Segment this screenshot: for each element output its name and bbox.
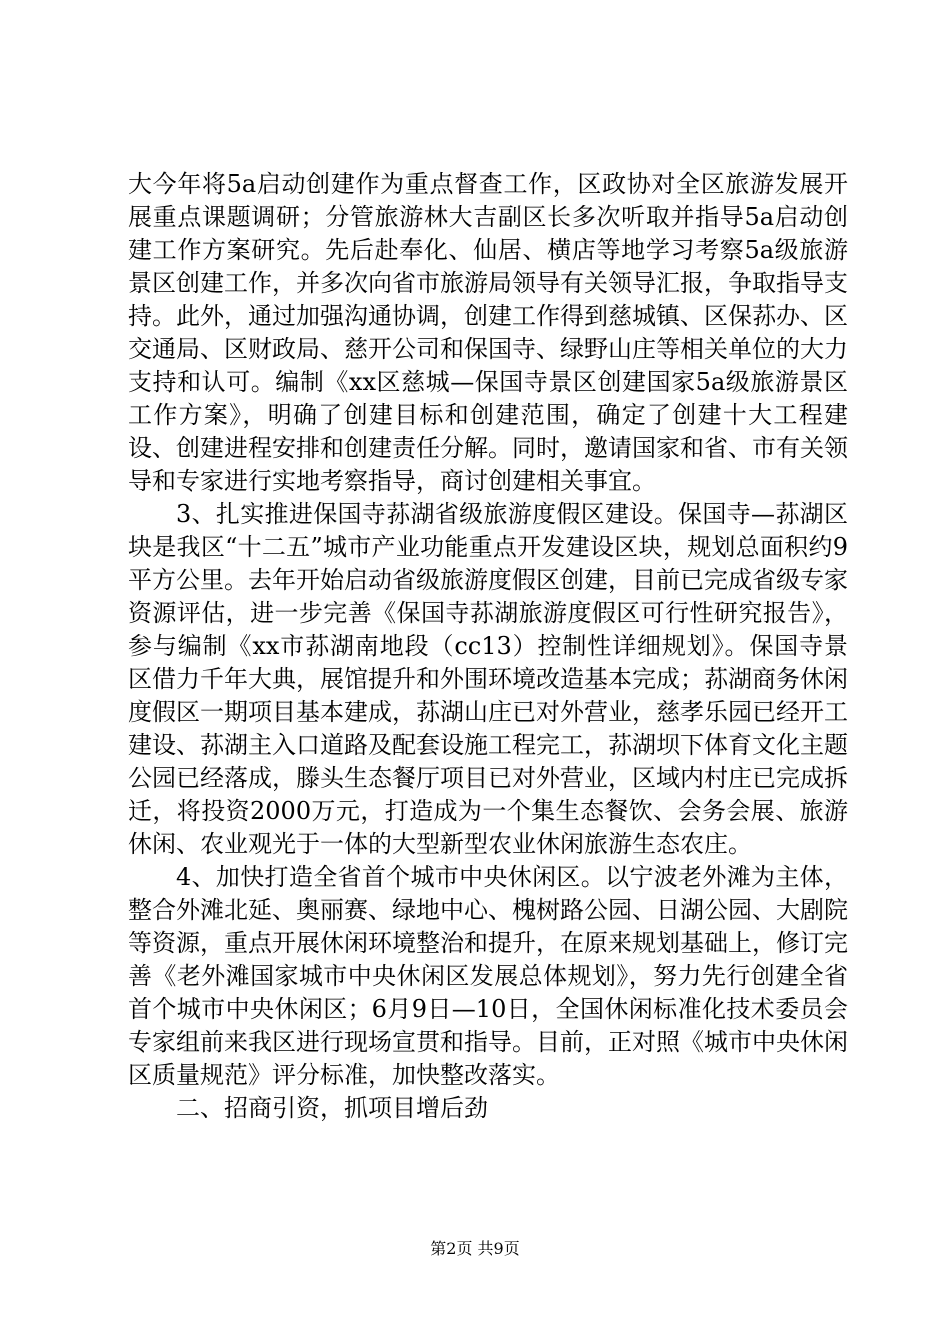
paragraph-continuation: 大今年将5a启动创建作为重点督查工作，区政协对全区旅游发展开展重点课题调研；分管旅游林大吉副区长多次听取并指导5a启动创建工作方案研究。先后赴奉化、仙居、横店等地学习考察5a级旅游景区创建工作，并多次向省市旅游局领导有关领导汇报，争取指导支持。此外，通过加强沟通协调，创建工作得到慈城镇、区保荪办、区交通局、区财政局、慈开公司和保国寺、绿野山庄等相关单位的大力支持和认可。编制《xx区慈城—保国寺景区创建国家5a级旅游景区工作方案》，明确了创建目标和创建范围，确定了创建十大工程建设、创建进程安排和创建责任分解。同时，邀请国家和省、市有关领导和专家进行实地考察指导，商讨创建相关事宜。 [128,170,848,495]
section-heading: 二、招商引资，抓项目增后劲 [176,1094,488,1122]
page-number-footer: 第2页 共9页 [430,1239,520,1258]
document-body [128,168,848,1125]
paragraph-section-3: 3、扎实推进保国寺荪湖省级旅游度假区建设。保国寺—荪湖区块是我区“十二五”城市产业功能重点开发建设区块，规划总面积约9平方公里。去年开始启动省级旅游度假区创建，目前已完成省级专家资源评估，进一步完善《保国寺荪湖旅游度假区可行性研究报告》，参与编制《xx市荪湖南地段（cc13）控制性详细规划》。保国寺景区借力千年大典，展馆提升和外围环境改造基本完成；荪湖商务休闲度假区一期项目基本建成，荪湖山庄已对外营业，慈孝乐园已经开工建设、荪湖主入口道路及配套设施工程完工，荪湖坝下体育文化主题公园已经落成，滕头生态餐厅项目已对外营业，区域内村庄已完成拆迁，将投资2000万元，打造成为一个集生态餐饮、会务会展、旅游休闲、农业观光于一体的大型新型农业休闲旅游生态农庄。 [128,500,848,858]
paragraph-section-4: 4、加快打造全省首个城市中央休闲区。以宁波老外滩为主体，整合外滩北延、奥丽赛、绿地中心、槐树路公园、日湖公园、大剧院等资源，重点开展休闲环境整治和提升，在原来规划基础上，修订完善《老外滩国家城市中央休闲区发展总体规划》，努力先行创建全省首个城市中央休闲区；6月9日—10日，全国休闲标准化技术委员会专家组前来我区进行现场宣贯和指导。目前，正对照《城市中央休闲区质量规范》评分标准，加快整改落实。 [128,863,848,1089]
